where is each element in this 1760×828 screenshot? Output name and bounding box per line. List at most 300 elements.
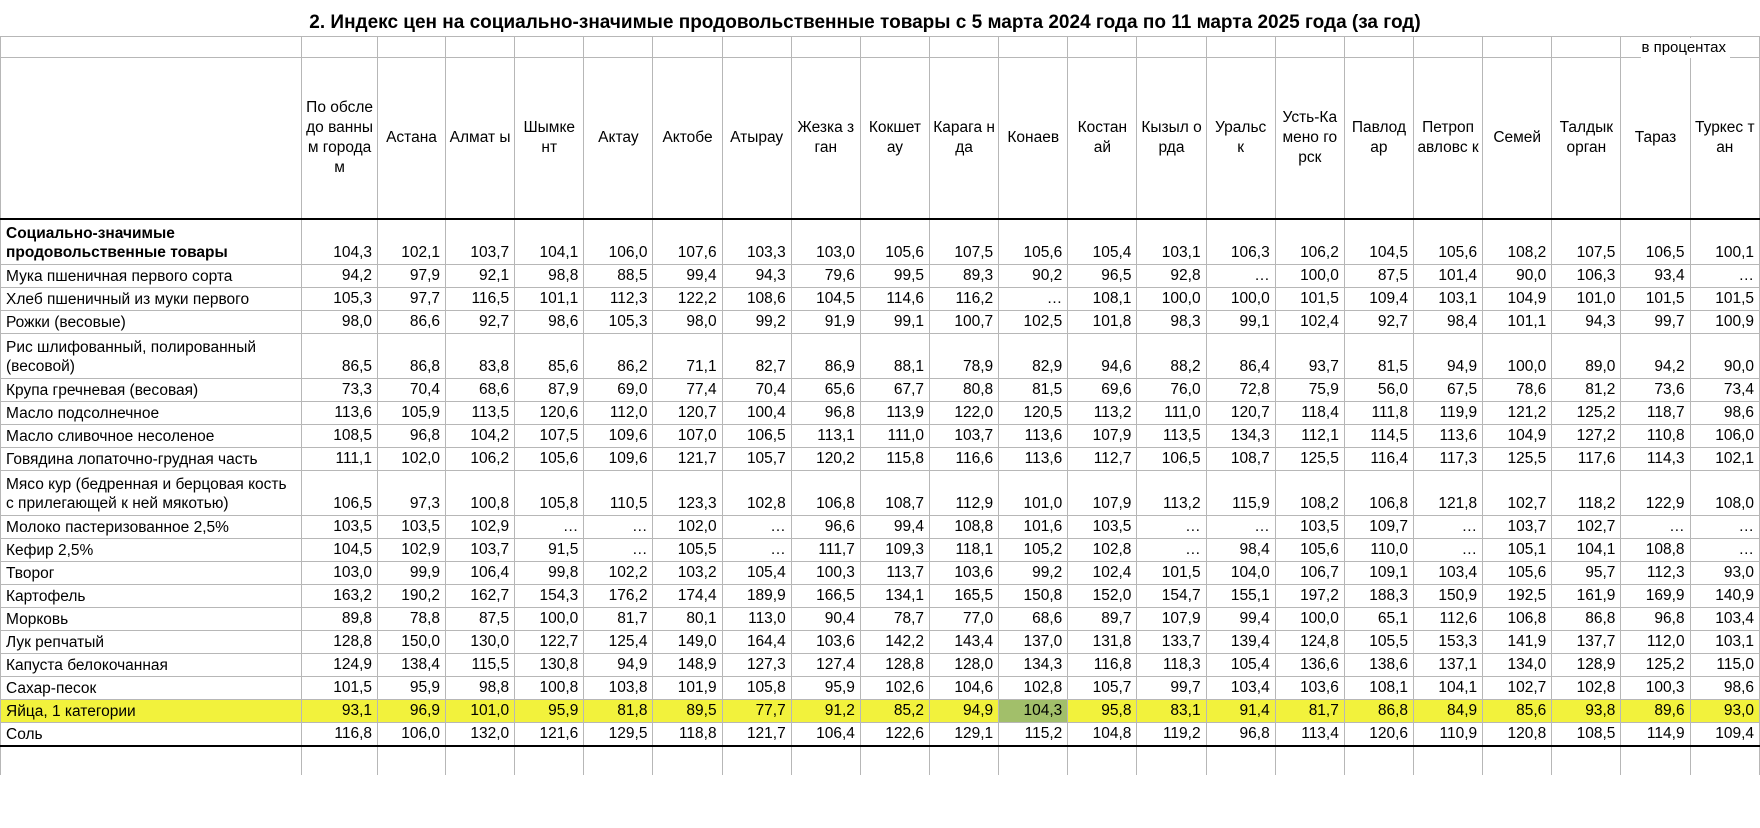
value-cell: 112,0 (1621, 631, 1690, 654)
value-cell: 68,6 (999, 608, 1068, 631)
row-label: Социально-значимые продовольственные товары (1, 219, 302, 265)
value-cell: 105,8 (722, 677, 791, 700)
value-cell: 136,6 (1275, 654, 1344, 677)
value-cell: 77,7 (722, 700, 791, 723)
value-cell: 65,6 (791, 379, 860, 402)
value-cell: 99,4 (1206, 608, 1275, 631)
value-cell: 122,6 (860, 723, 929, 747)
value-cell: … (584, 539, 653, 562)
value-cell: 95,9 (515, 700, 584, 723)
table-row (1, 471, 1760, 516)
value-cell: 128,9 (1552, 654, 1621, 677)
value-cell: 103,4 (1690, 608, 1759, 631)
value-cell: 93,0 (1690, 562, 1759, 585)
header-corner (1, 58, 302, 220)
value-cell: 105,6 (999, 219, 1068, 265)
value-cell: 99,5 (860, 265, 929, 288)
value-cell: 101,0 (999, 471, 1068, 516)
value-cell: 131,8 (1068, 631, 1137, 654)
value-cell: 81,8 (584, 700, 653, 723)
value-cell: 103,7 (1483, 516, 1552, 539)
value-cell: 112,0 (584, 402, 653, 425)
value-cell: 101,1 (1483, 311, 1552, 334)
value-cell: 94,6 (1068, 334, 1137, 379)
value-cell: 81,7 (584, 608, 653, 631)
column-header: Усть-Камено горск (1275, 58, 1344, 220)
value-cell: 103,4 (1206, 677, 1275, 700)
value-cell: 99,4 (860, 516, 929, 539)
value-cell: 88,2 (1137, 334, 1206, 379)
value-cell: 92,1 (446, 265, 515, 288)
value-cell: 95,7 (1552, 562, 1621, 585)
value-cell: 116,2 (930, 288, 999, 311)
value-cell: 105,4 (1068, 219, 1137, 265)
value-cell: 90,4 (791, 608, 860, 631)
value-cell: 130,0 (446, 631, 515, 654)
value-cell: 115,8 (860, 448, 929, 471)
value-cell: 125,4 (584, 631, 653, 654)
value-cell: 111,7 (791, 539, 860, 562)
value-cell: 85,6 (515, 334, 584, 379)
column-header: Костан ай (1068, 58, 1137, 220)
value-cell: 150,8 (999, 585, 1068, 608)
value-cell: 98,6 (515, 311, 584, 334)
value-cell: 139,4 (1206, 631, 1275, 654)
value-cell: 86,4 (1206, 334, 1275, 379)
blank-cell (1483, 746, 1552, 775)
value-cell: … (1414, 516, 1483, 539)
value-cell: 125,5 (1275, 448, 1344, 471)
column-header: Актау (584, 58, 653, 220)
row-label: Картофель (1, 585, 302, 608)
value-cell: 101,8 (1068, 311, 1137, 334)
value-cell: 100,0 (1275, 608, 1344, 631)
value-cell: 104,3 (999, 700, 1068, 723)
value-cell: 97,3 (378, 471, 446, 516)
value-cell: 112,7 (1068, 448, 1137, 471)
value-cell: 109,1 (1344, 562, 1413, 585)
value-cell: 118,3 (1137, 654, 1206, 677)
value-cell: … (722, 516, 791, 539)
value-cell: 93,7 (1275, 334, 1344, 379)
value-cell: 90,0 (1690, 334, 1759, 379)
value-cell: 112,3 (584, 288, 653, 311)
value-cell: 130,8 (515, 654, 584, 677)
value-cell: … (584, 516, 653, 539)
value-cell: 86,8 (1344, 700, 1413, 723)
value-cell: 166,5 (791, 585, 860, 608)
value-cell: 92,8 (1137, 265, 1206, 288)
value-cell: 86,9 (791, 334, 860, 379)
value-cell: 86,8 (378, 334, 446, 379)
value-cell: 116,4 (1344, 448, 1413, 471)
value-cell: 95,9 (791, 677, 860, 700)
value-cell: 114,6 (860, 288, 929, 311)
value-cell: 80,8 (930, 379, 999, 402)
blank-cell (722, 746, 791, 775)
value-cell: 103,5 (1275, 516, 1344, 539)
blank-cell (1344, 37, 1413, 58)
value-cell: 86,8 (1552, 608, 1621, 631)
value-cell: 120,8 (1483, 723, 1552, 747)
value-cell: 115,9 (1206, 471, 1275, 516)
value-cell: 89,5 (653, 700, 722, 723)
value-cell: 105,2 (999, 539, 1068, 562)
table-row (1, 516, 1760, 539)
value-cell: 98,3 (1137, 311, 1206, 334)
blank-cell (722, 37, 791, 58)
value-cell: 105,1 (1483, 539, 1552, 562)
value-cell: 72,8 (1206, 379, 1275, 402)
value-cell: 101,5 (1690, 288, 1759, 311)
value-cell: 104,1 (515, 219, 584, 265)
value-cell: 113,2 (1137, 471, 1206, 516)
blank-cell (302, 746, 378, 775)
value-cell: 67,5 (1414, 379, 1483, 402)
value-cell: … (1690, 516, 1759, 539)
value-cell: 107,5 (930, 219, 999, 265)
row-label: Капуста белокочанная (1, 654, 302, 677)
row-label: Мясо кур (бедренная и берцовая кость с прилегающей к ней мякотью) (1, 471, 302, 516)
column-header: Кокшет ау (860, 58, 929, 220)
value-cell: 78,9 (930, 334, 999, 379)
value-cell: 94,2 (1621, 334, 1690, 379)
value-cell: 104,9 (1483, 288, 1552, 311)
value-cell: 91,5 (515, 539, 584, 562)
value-cell: … (515, 516, 584, 539)
value-cell: 125,2 (1552, 402, 1621, 425)
value-cell: 102,9 (378, 539, 446, 562)
value-cell: 106,5 (302, 471, 378, 516)
value-cell: 192,5 (1483, 585, 1552, 608)
value-cell: 94,9 (1414, 334, 1483, 379)
value-cell: 100,7 (930, 311, 999, 334)
value-cell: 112,3 (1621, 562, 1690, 585)
column-header: Туркес тан (1690, 58, 1759, 220)
value-cell: 118,4 (1275, 402, 1344, 425)
value-cell: 176,2 (584, 585, 653, 608)
value-cell: 100,0 (1206, 288, 1275, 311)
row-label: Масло подсолнечное (1, 402, 302, 425)
value-cell: 106,2 (446, 448, 515, 471)
value-cell: 102,1 (1690, 448, 1759, 471)
value-cell: 98,4 (1414, 311, 1483, 334)
table-row (1, 562, 1760, 585)
value-cell: 101,1 (515, 288, 584, 311)
value-cell: 102,8 (722, 471, 791, 516)
value-cell: 91,4 (1206, 700, 1275, 723)
value-cell: 104,2 (446, 425, 515, 448)
column-header: Тараз (1621, 58, 1690, 220)
blank-cell (1, 746, 302, 775)
table-row (1, 539, 1760, 562)
value-cell: 120,6 (1344, 723, 1413, 747)
value-cell: 105,4 (722, 562, 791, 585)
value-cell: 121,7 (722, 723, 791, 747)
value-cell: 104,1 (1552, 539, 1621, 562)
value-cell: 110,0 (1344, 539, 1413, 562)
value-cell: … (1137, 516, 1206, 539)
value-cell: 197,2 (1275, 585, 1344, 608)
value-cell: 96,8 (1621, 608, 1690, 631)
value-cell: 154,7 (1137, 585, 1206, 608)
value-cell: 155,1 (1206, 585, 1275, 608)
value-cell: 134,3 (1206, 425, 1275, 448)
blank-cell (1, 37, 302, 58)
column-header: Карага нда (930, 58, 999, 220)
value-cell: 105,6 (515, 448, 584, 471)
value-cell: 134,0 (1483, 654, 1552, 677)
value-cell: 113,6 (999, 425, 1068, 448)
value-cell: 105,9 (378, 402, 446, 425)
value-cell: 103,0 (302, 562, 378, 585)
value-cell: 103,4 (1414, 562, 1483, 585)
value-cell: 106,0 (1690, 425, 1759, 448)
blank-cell (860, 37, 929, 58)
blank-cell (999, 746, 1068, 775)
value-cell: 86,5 (302, 334, 378, 379)
value-cell: 94,3 (1552, 311, 1621, 334)
value-cell: 99,2 (999, 562, 1068, 585)
value-cell: 106,0 (378, 723, 446, 747)
value-cell: 94,9 (584, 654, 653, 677)
value-cell: 96,8 (1206, 723, 1275, 747)
value-cell: 103,7 (446, 219, 515, 265)
value-cell: 127,2 (1552, 425, 1621, 448)
value-cell: … (999, 288, 1068, 311)
value-cell: 114,5 (1344, 425, 1413, 448)
value-cell: 115,0 (1690, 654, 1759, 677)
value-cell: 104,3 (302, 219, 378, 265)
value-cell: 102,4 (1275, 311, 1344, 334)
value-cell: 113,7 (860, 562, 929, 585)
value-cell: 105,5 (1344, 631, 1413, 654)
row-label: Морковь (1, 608, 302, 631)
value-cell: 112,9 (930, 471, 999, 516)
value-cell: 121,8 (1414, 471, 1483, 516)
value-cell: 114,3 (1621, 448, 1690, 471)
value-cell: 125,5 (1483, 448, 1552, 471)
blank-cell (378, 37, 446, 58)
value-cell: 101,5 (1275, 288, 1344, 311)
value-cell: 102,6 (860, 677, 929, 700)
value-cell: 100,3 (791, 562, 860, 585)
value-cell: 116,8 (302, 723, 378, 747)
value-cell: 70,4 (378, 379, 446, 402)
value-cell: 106,5 (722, 425, 791, 448)
value-cell: 103,7 (446, 539, 515, 562)
unit-label: в процентах (1641, 38, 1730, 58)
value-cell: 134,1 (860, 585, 929, 608)
value-cell: 105,6 (860, 219, 929, 265)
blank-cell (653, 37, 722, 58)
value-cell: 73,6 (1621, 379, 1690, 402)
value-cell: 94,9 (930, 700, 999, 723)
value-cell: 108,8 (930, 516, 999, 539)
value-cell: 107,5 (515, 425, 584, 448)
value-cell: 87,9 (515, 379, 584, 402)
value-cell: 116,6 (930, 448, 999, 471)
value-cell: 87,5 (446, 608, 515, 631)
table-row (1, 677, 1760, 700)
blank-cell (378, 746, 446, 775)
value-cell: 108,1 (1344, 677, 1413, 700)
value-cell: 107,0 (653, 425, 722, 448)
value-cell: 106,5 (1137, 448, 1206, 471)
value-cell: 94,3 (722, 265, 791, 288)
table-row (1, 585, 1760, 608)
value-cell: 101,4 (1414, 265, 1483, 288)
value-cell: 138,6 (1344, 654, 1413, 677)
blank-cell (584, 37, 653, 58)
blank-cell (1068, 746, 1137, 775)
value-cell: 105,7 (722, 448, 791, 471)
column-header: Астана (378, 58, 446, 220)
value-cell: 116,8 (1068, 654, 1137, 677)
value-cell: 96,9 (378, 700, 446, 723)
value-cell: 108,6 (722, 288, 791, 311)
value-cell: 102,0 (653, 516, 722, 539)
value-cell: 104,5 (302, 539, 378, 562)
value-cell: 164,4 (722, 631, 791, 654)
value-cell: 106,2 (1275, 219, 1344, 265)
value-cell: 106,4 (446, 562, 515, 585)
value-cell: 109,4 (1690, 723, 1759, 747)
table-row (1, 288, 1760, 311)
value-cell: 109,7 (1344, 516, 1413, 539)
value-cell: 115,2 (999, 723, 1068, 747)
value-cell: 107,9 (1137, 608, 1206, 631)
value-cell: 98,0 (653, 311, 722, 334)
value-cell: 87,5 (1344, 265, 1413, 288)
value-cell: 107,6 (653, 219, 722, 265)
value-cell: 69,0 (584, 379, 653, 402)
row-label: Лук репчатый (1, 631, 302, 654)
value-cell: 83,1 (1137, 700, 1206, 723)
value-cell: 86,6 (378, 311, 446, 334)
value-cell: 101,0 (446, 700, 515, 723)
value-cell: 143,4 (930, 631, 999, 654)
column-header: Петроп авловс к (1414, 58, 1483, 220)
column-header: Конаев (999, 58, 1068, 220)
blank-cell (302, 37, 378, 58)
blank-cell (446, 746, 515, 775)
value-cell: 113,4 (1275, 723, 1344, 747)
value-cell: 154,3 (515, 585, 584, 608)
row-label: Рожки (весовые) (1, 311, 302, 334)
value-cell: 118,2 (1552, 471, 1621, 516)
value-cell: 99,8 (515, 562, 584, 585)
value-cell: 96,8 (378, 425, 446, 448)
value-cell: 141,9 (1483, 631, 1552, 654)
blank-cell (930, 746, 999, 775)
value-cell: … (1690, 265, 1759, 288)
row-label: Масло сливочное несоленое (1, 425, 302, 448)
value-cell: 122,0 (930, 402, 999, 425)
value-cell: 103,1 (1690, 631, 1759, 654)
value-cell: 127,4 (791, 654, 860, 677)
row-label: Крупа гречневая (весовая) (1, 379, 302, 402)
value-cell: 99,1 (1206, 311, 1275, 334)
value-cell: 133,7 (1137, 631, 1206, 654)
blank-cell (1690, 746, 1759, 775)
blank-cell (584, 746, 653, 775)
value-cell: 98,4 (1206, 539, 1275, 562)
blank-cell (1414, 37, 1483, 58)
value-cell: 129,1 (930, 723, 999, 747)
table-row (1, 654, 1760, 677)
value-cell: 119,2 (1137, 723, 1206, 747)
value-cell: 113,5 (1137, 425, 1206, 448)
value-cell: 107,5 (1552, 219, 1621, 265)
value-cell: 102,7 (1552, 516, 1621, 539)
value-cell: 148,9 (653, 654, 722, 677)
value-cell: 104,5 (791, 288, 860, 311)
column-header: Актобе (653, 58, 722, 220)
value-cell: 103,1 (1137, 219, 1206, 265)
row-label: Кефир 2,5% (1, 539, 302, 562)
value-cell: 108,1 (1068, 288, 1137, 311)
value-cell: 122,2 (653, 288, 722, 311)
value-cell: 98,8 (515, 265, 584, 288)
value-cell: 105,6 (1275, 539, 1344, 562)
column-header: Уральс к (1206, 58, 1275, 220)
row-label: Мука пшеничная первого сорта (1, 265, 302, 288)
value-cell: 123,3 (653, 471, 722, 516)
value-cell: 106,0 (584, 219, 653, 265)
value-cell: 106,8 (1344, 471, 1413, 516)
value-cell: 108,7 (860, 471, 929, 516)
value-cell: 106,5 (1621, 219, 1690, 265)
value-cell: 90,0 (1483, 265, 1552, 288)
value-cell: 81,2 (1552, 379, 1621, 402)
value-cell: 103,7 (930, 425, 999, 448)
value-cell: 101,0 (1552, 288, 1621, 311)
value-cell: 96,6 (791, 516, 860, 539)
value-cell: 102,5 (999, 311, 1068, 334)
blank-cell (1068, 37, 1137, 58)
value-cell: … (722, 539, 791, 562)
value-cell: 105,3 (302, 288, 378, 311)
value-cell: 81,5 (1344, 334, 1413, 379)
table-row (1, 608, 1760, 631)
table-row (1, 448, 1760, 471)
value-cell: 149,0 (653, 631, 722, 654)
value-cell: 115,5 (446, 654, 515, 677)
value-cell: 127,3 (722, 654, 791, 677)
value-cell: 78,8 (378, 608, 446, 631)
value-cell: 137,7 (1552, 631, 1621, 654)
value-cell: 93,1 (302, 700, 378, 723)
value-cell: 56,0 (1344, 379, 1413, 402)
blank-cell (860, 746, 929, 775)
blank-cell (446, 37, 515, 58)
value-cell: 137,1 (1414, 654, 1483, 677)
blank-cell (1344, 746, 1413, 775)
value-cell: 122,9 (1621, 471, 1690, 516)
value-cell: 106,4 (791, 723, 860, 747)
value-cell: 95,9 (378, 677, 446, 700)
value-cell: 103,2 (653, 562, 722, 585)
column-header: По обследо ванным городам (302, 58, 378, 220)
value-cell: 100,8 (515, 677, 584, 700)
value-cell: 124,9 (302, 654, 378, 677)
value-cell: 98,0 (302, 311, 378, 334)
value-cell: 106,8 (791, 471, 860, 516)
value-cell: 89,3 (930, 265, 999, 288)
value-cell: 86,2 (584, 334, 653, 379)
column-header: Шымке нт (515, 58, 584, 220)
